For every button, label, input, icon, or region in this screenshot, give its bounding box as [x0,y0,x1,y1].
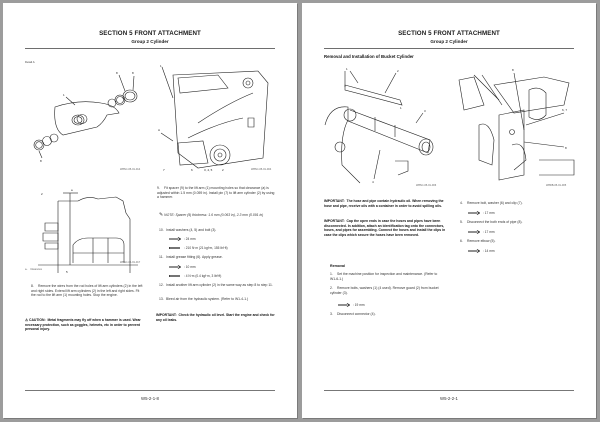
figure-lift-arm-machine [158,63,278,171]
svg-text:1: 1 [160,64,162,68]
figure-pipe-bracket [454,65,576,183]
page-number: W5-2-1-8 [141,396,159,401]
step-4: 4. Remove bolt, washer (6) and clip (7). [460,201,523,205]
wrench-icon [169,237,181,241]
section-title: SECTION 5 FRONT ATTACHMENT [398,30,500,37]
torque-spec: : 4 N·m (0.4 kgf·m, 3 lbf·ft) [169,274,221,278]
group-subtitle: Group 2 Cylinder [131,39,169,44]
header-rule [324,48,574,50]
wrench-icon [468,249,480,253]
step-5: 5. Disconnect the both ends of pipe (8). [460,220,523,224]
right-page [302,3,596,418]
torque-wrench-icon [169,274,181,278]
svg-text:8: 8 [565,146,567,150]
wrench-icon [338,303,350,307]
step-2: 2. Remove bolts, washers (1) (4 used). Remove guard (2) from bucket cylinder (3). [330,286,439,295]
svg-text:3, 4, 5: 3, 4, 5 [204,168,213,172]
step-3: 3. Disconnect connector (4). [330,312,376,316]
svg-text:2: 2 [397,69,399,73]
torque-wrench-icon [169,246,181,250]
callout-1: 1 [63,93,65,97]
svg-text:6: 6 [191,168,193,172]
figure-id: W8SC-05-01-004 [251,168,272,171]
group-subtitle: Group 2 Cylinder [430,39,468,44]
note-pencil-icon: ✎ [159,212,164,218]
section-title: SECTION 5 FRONT ATTACHMENT [99,30,201,37]
wrench-spec: : 17 mm [468,230,495,234]
section-heading: Removal and Installation of Bucket Cylinder [324,54,414,59]
figure-legend: a- Clearance [25,268,43,271]
svg-text:2: 2 [222,168,224,172]
svg-text:8: 8 [40,159,42,163]
step-1: 1. Set the machine position for inspection and maintenance. (Refer to W1-6-1.) [330,272,438,281]
header-rule [25,48,275,50]
footer-rule [25,390,275,391]
svg-text:8: 8 [512,68,514,72]
important-block-oil: IMPORTANT: The hose and pipe contain hydraulic oil. When removing the hose and pipe, receive oils with a container in order to avoid spilling oils. [324,199,444,208]
step-11: 11. Install grease fitting (6). Apply grease. [159,255,223,259]
removal-heading: Removal [330,264,345,268]
figure-bucket-cylinder [320,65,440,183]
svg-text:5: 5 [66,270,68,274]
svg-text:3: 3 [424,109,426,113]
step-10: 10. Install washers (4, 5) and bolt (3). [159,228,217,232]
svg-text:A: A [158,128,161,132]
svg-text:a: a [71,188,73,192]
step-12: 12. Install another lift arm cylinder (2) in the same way as step 8 to step 11. [159,283,273,287]
svg-text:4: 4 [372,180,374,184]
figure-id: W8SC-05-01-017 [120,261,141,264]
svg-text:8: 8 [116,71,118,75]
svg-text:7: 7 [163,168,165,172]
important-block: IMPORTANT: Check the hydraulic oil level. Start the engine and check for any oil leaks. [156,313,275,322]
wrench-spec: : 10 mm [169,265,196,269]
left-page [3,3,297,418]
step-9: 9. Fit spacer (9) to the lift arm (1) mounting holes so that clearance (a) is adjusted within 1.5 mm (0.059 in). Install pin (7) to lift arm cylinder (2) by using a hammer. [157,186,275,200]
wrench-spec: : 24 mm [169,237,196,241]
important-block-caps: IMPORTANT: Cap the open ends in case the hoses and pipes have been disconnected. In addition, attach an identification tag onto the connectors, hoses, and pipes for assembling. Connect the hoses and install the clips in case the clips which secure the hoses have been removed. [324,219,446,237]
wrench-spec: : 17 mm [468,211,495,215]
page-number: W5-2-2-1 [440,396,458,401]
svg-text:1: 1 [400,106,402,110]
wrench-spec: : 19 mm [338,303,365,307]
note-block: ✎ NOTE: Spacer (9) thickness: 1.6 mm (0.063 in), 2.3 mm (0.091 in) [159,212,264,218]
warning-icon: ⚠ [25,318,29,322]
svg-text:8: 8 [132,71,134,75]
svg-text:1: 1 [346,67,348,71]
footer-rule [324,390,574,391]
figure-id: W8SC-05-01-006 [416,184,437,187]
figure-seal-exploded [23,63,148,168]
step-8: 8. Remove the wires from the rod holes of lift arm cylinders (2) in the left and right sides. Extend lift arm cylinders (2) in the left and right sides. Fit the rod to the lift arm (1) mounting holes. Stop the engine. [31,284,143,298]
figure-id: W8SC-05-01-014 [120,168,141,171]
wrench-spec: : 14 mm [468,249,495,253]
svg-text:6, 7: 6, 7 [562,108,568,112]
wrench-icon [169,265,181,269]
torque-spec: : 210 N·m (21 kgf·m, 155 lbf·ft) [169,246,228,250]
svg-text:2: 2 [41,192,43,196]
step-6: 6. Remove elbow (5). [460,239,496,243]
wrench-icon [468,230,480,234]
step-13: 13. Bleed air from the hydraulic system. (Refer to W1-4-1.) [159,297,249,301]
wrench-icon [468,211,480,215]
figure-id: W8DB-05-01-005 [546,184,567,187]
caution-block: ⚠ CAUTION: Metal fragments may fly off when a hammer is used. Wear necessary protection, such as goggles, helmets, etc in order to prevent personal injury. [25,318,141,332]
detail-label: Detail A [25,60,35,64]
